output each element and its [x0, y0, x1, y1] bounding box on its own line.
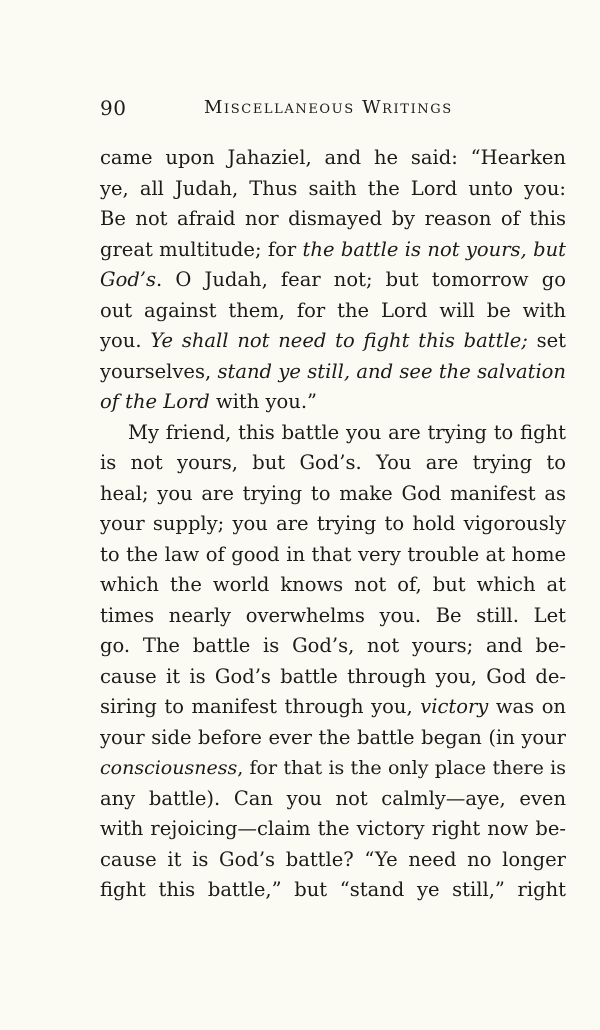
running-head: Miscellaneous Writings	[204, 97, 453, 118]
text-line	[100, 174, 566, 205]
text-segment: was on	[488, 695, 566, 718]
text-line	[100, 570, 566, 601]
text-line	[100, 601, 566, 632]
text-line	[100, 723, 566, 754]
text-segment: heal; you are trying to make God manifest as	[100, 481, 566, 505]
text-segment: great multitude; for	[100, 237, 303, 261]
text-segment: My friend, this battle you are trying to fight	[128, 420, 566, 444]
italic-text-segment: consciousness	[100, 757, 238, 779]
italic-text-segment: of the Lord	[100, 390, 210, 413]
italic-text-segment: Ye shall not need to fight this battle;	[150, 329, 528, 352]
text-line	[100, 143, 566, 174]
text-segment: go. The battle is God’s, not yours; and be-	[100, 634, 566, 657]
text-line	[100, 509, 566, 540]
italic-text-segment: victory	[420, 695, 489, 718]
page-number: 90	[100, 96, 127, 120]
italic-text-segment: the battle is not yours, but	[302, 237, 566, 261]
text-line	[100, 418, 566, 449]
text-segment: set	[527, 329, 566, 352]
text-segment: you.	[100, 329, 151, 352]
text-line	[100, 662, 566, 693]
text-segment: your supply; you are trying to hold vigorously	[100, 512, 566, 535]
text-line	[100, 235, 566, 266]
text-line	[100, 540, 566, 571]
text-segment: with you.”	[209, 390, 317, 413]
text-segment: fight this battle,” but “stand ye still,” right	[100, 878, 566, 901]
text-segment: your side before ever the battle began (in your	[100, 725, 566, 749]
text-line	[100, 296, 566, 327]
text-line	[100, 204, 566, 235]
text-line	[100, 631, 566, 662]
text-segment: with rejoicing—claim the victory right now be-	[100, 817, 566, 840]
text-segment: cause it is God’s battle? “Ye need no longer	[100, 847, 566, 871]
text-segment: siring to manifest through you,	[100, 695, 421, 718]
text-segment: Be not afraid nor dismayed by reason of this	[100, 207, 566, 230]
text-line	[100, 875, 566, 906]
text-segment: yourselves,	[100, 359, 218, 383]
text-line	[100, 814, 566, 845]
text-segment: to the law of good in that very trouble at home	[100, 542, 566, 566]
text-segment: out against them, for the Lord will be with	[100, 298, 566, 322]
text-segment: times nearly overwhelms you. Be still. Let	[100, 603, 566, 627]
text-segment: came upon Jahaziel, and he said: “Hearken	[100, 146, 566, 169]
text-line	[100, 692, 566, 723]
text-segment: , for that is the only place there is	[237, 757, 566, 779]
text-line	[100, 448, 566, 479]
text-line	[100, 845, 566, 876]
italic-text-segment: God’s	[100, 268, 157, 291]
text-line	[100, 784, 566, 815]
text-segment: cause it is God’s battle through you, God de-	[100, 664, 566, 688]
text-line	[100, 265, 566, 296]
text-line	[100, 357, 566, 388]
text-segment: any battle). Can you not calmly—aye, even	[100, 786, 566, 810]
text-line	[100, 479, 566, 510]
text-segment: ye, all Judah, Thus saith the Lord unto you:	[100, 176, 566, 200]
text-line	[100, 753, 566, 784]
text-line	[100, 326, 566, 357]
body-text	[100, 143, 566, 906]
page-header	[100, 96, 520, 126]
italic-text-segment: stand ye still, and see the salvation	[217, 359, 566, 383]
text-segment: . O Judah, fear not; but tomorrow go	[156, 268, 566, 291]
text-line	[100, 387, 566, 418]
text-segment: is not yours, but God’s. You are trying to	[100, 451, 566, 474]
text-segment: which the world knows not of, but which at	[100, 573, 566, 596]
